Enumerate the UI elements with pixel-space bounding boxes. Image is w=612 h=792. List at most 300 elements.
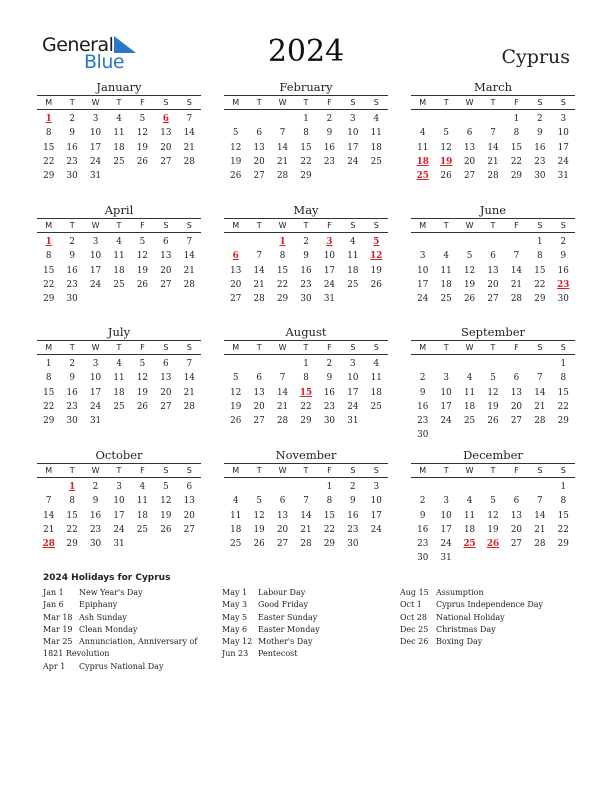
day: 2 (350, 482, 356, 492)
day: 9 (537, 128, 543, 139)
day: 15 (510, 142, 523, 153)
day: 29 (557, 539, 569, 550)
weekday-label: F (140, 466, 145, 475)
day: 8 (560, 496, 567, 507)
day: 26 (253, 539, 265, 550)
day-empty (505, 235, 528, 249)
weekday-header (37, 218, 201, 233)
weekday-label: S (350, 343, 356, 352)
day: 27 (230, 294, 242, 305)
weekday-label: T (256, 221, 262, 230)
weekday-label: T (116, 221, 122, 230)
month-name: February (279, 80, 333, 94)
day: 13 (253, 142, 265, 153)
day: 3 (373, 482, 380, 492)
holidays-title: 2024 Holidays for Cyprus (43, 573, 171, 583)
day: 23 (66, 156, 78, 167)
day: 13 (160, 251, 172, 262)
day: 26 (463, 294, 476, 305)
day: 12 (230, 142, 242, 153)
weekday-label: T (116, 343, 122, 352)
holiday-day: 28 (42, 539, 55, 550)
day: 11 (417, 142, 429, 153)
day: 29 (534, 294, 546, 305)
weekday-label: S (373, 343, 379, 352)
holiday-row (400, 636, 543, 648)
day: 18 (136, 510, 149, 521)
weekday-label: M (45, 343, 53, 352)
month-april (37, 203, 201, 306)
day: 6 (466, 128, 473, 139)
day: 12 (230, 387, 242, 398)
weekday-label: M (232, 98, 240, 107)
day: 16 (66, 265, 78, 276)
day: 27 (160, 401, 172, 412)
day: 2 (69, 114, 75, 124)
day: 1 (537, 237, 543, 247)
day: 10 (347, 128, 359, 139)
day: 28 (276, 171, 289, 182)
day: 27 (487, 294, 499, 305)
month-february (224, 80, 388, 183)
day: 22 (534, 279, 546, 290)
month-june (411, 203, 575, 306)
day: 13 (183, 496, 195, 507)
weekday-label: T (490, 221, 496, 230)
weekday-label: S (350, 466, 356, 475)
holiday-date: May 12 (222, 637, 253, 647)
day: 25 (113, 156, 125, 167)
day: 29 (300, 171, 312, 182)
day: 29 (510, 171, 523, 182)
day: 3 (92, 114, 99, 124)
day: 6 (163, 359, 169, 369)
day: 18 (230, 524, 242, 535)
logo-text-general: General (42, 34, 114, 56)
day: 25 (370, 156, 382, 167)
month-name: January (96, 80, 142, 94)
day: 28 (487, 171, 499, 182)
day: 17 (89, 387, 102, 398)
month-march (411, 80, 575, 183)
day: 28 (183, 156, 195, 167)
day: 30 (347, 539, 359, 550)
day: 29 (276, 294, 289, 305)
day: 3 (92, 237, 99, 247)
day: 20 (510, 524, 523, 535)
logo-text-blue: Blue (84, 51, 125, 73)
day: 14 (300, 510, 312, 521)
day-grid (224, 357, 388, 428)
holiday-name: Easter Sunday (258, 612, 318, 622)
day: 30 (66, 294, 78, 305)
day: 17 (440, 524, 452, 535)
day: 4 (350, 237, 356, 247)
day: 10 (440, 387, 452, 398)
weekday-header (224, 340, 388, 355)
day: 29 (43, 171, 55, 182)
day: 4 (116, 237, 122, 247)
weekday-label: S (350, 221, 356, 230)
day: 27 (160, 156, 172, 167)
day: 8 (303, 128, 309, 139)
day: 15 (43, 265, 55, 276)
weekday-label: S (350, 98, 356, 107)
day: 21 (183, 265, 195, 276)
day: 16 (323, 142, 336, 153)
weekday-label: M (45, 466, 53, 475)
day: 24 (440, 416, 452, 427)
day: 29 (43, 416, 55, 427)
holiday-date: Jun 23 (222, 649, 249, 659)
day: 16 (300, 265, 312, 276)
day: 6 (186, 482, 193, 492)
weekday-label: M (419, 343, 427, 352)
day: 18 (440, 279, 452, 290)
day: 5 (466, 251, 473, 262)
weekday-label: T (303, 98, 309, 107)
day-empty (294, 480, 317, 494)
day: 19 (487, 401, 499, 412)
weekday-label: F (140, 343, 145, 352)
day: 5 (232, 373, 239, 384)
weekday-label: M (232, 343, 240, 352)
month-name: July (107, 325, 131, 339)
day: 11 (463, 387, 476, 398)
month-name: August (285, 325, 327, 339)
day: 19 (230, 156, 242, 167)
holiday-name: Ash Sunday (79, 612, 127, 622)
day: 31 (440, 553, 452, 564)
day: 17 (347, 142, 359, 153)
day: 26 (136, 279, 149, 290)
day: 21 (276, 156, 289, 167)
day: 2 (537, 114, 543, 124)
day: 13 (487, 265, 499, 276)
day: 11 (230, 510, 242, 521)
day: 11 (136, 496, 149, 507)
day: 17 (89, 265, 102, 276)
holiday-date: Mar 19 (43, 624, 73, 634)
holiday-row (43, 587, 197, 599)
day: 13 (276, 510, 289, 521)
day: 25 (136, 524, 149, 535)
holiday-row (222, 636, 320, 648)
weekday-label: W (278, 221, 287, 230)
day: 21 (534, 524, 546, 535)
day: 13 (253, 387, 265, 398)
day: 5 (490, 496, 496, 507)
day: 10 (89, 251, 102, 262)
day: 31 (557, 171, 569, 182)
day: 21 (534, 401, 546, 412)
day: 23 (323, 401, 336, 412)
weekday-label: W (278, 98, 287, 107)
day: 14 (534, 387, 546, 398)
day-grid (411, 480, 575, 566)
day: 23 (417, 539, 429, 550)
day: 3 (560, 114, 567, 124)
day: 2 (326, 114, 333, 124)
day: 26 (136, 401, 149, 412)
weekday-label: T (303, 343, 309, 352)
day-empty (224, 480, 247, 494)
day: 25 (347, 279, 359, 290)
weekday-label: F (327, 221, 332, 230)
day: 6 (256, 128, 262, 139)
day: 8 (279, 251, 286, 262)
day-empty (271, 357, 294, 371)
day: 12 (440, 142, 452, 153)
day: 23 (323, 156, 336, 167)
holiday-name: Clean Monday (79, 624, 138, 634)
weekday-label: T (256, 98, 262, 107)
day: 9 (326, 373, 333, 384)
day: 22 (276, 279, 289, 290)
day-grid (411, 357, 575, 443)
day-empty (247, 235, 270, 249)
day: 28 (510, 294, 523, 305)
day: 28 (300, 539, 312, 550)
weekday-header (37, 463, 201, 478)
holiday-day: 25 (463, 539, 476, 550)
day: 18 (113, 265, 125, 276)
day: 30 (417, 553, 429, 564)
day: 22 (300, 401, 312, 412)
day: 20 (160, 387, 172, 398)
day: 18 (463, 524, 476, 535)
day: 31 (113, 539, 125, 550)
day: 24 (557, 156, 569, 167)
day: 28 (253, 294, 265, 305)
day: 1 (560, 359, 567, 369)
day: 14 (253, 265, 265, 276)
day: 7 (303, 496, 309, 507)
month-name: September (460, 325, 526, 339)
day: 22 (43, 156, 55, 167)
day: 18 (113, 387, 125, 398)
day: 7 (186, 359, 193, 369)
weekday-label: F (327, 466, 332, 475)
day: 11 (440, 265, 452, 276)
weekday-label: M (45, 221, 53, 230)
day: 27 (276, 539, 289, 550)
weekday-label: W (465, 221, 474, 230)
weekday-label: S (560, 466, 566, 475)
holiday-name: Good Friday (258, 600, 309, 610)
holiday-name: Cyprus Independence Day (436, 600, 544, 610)
day: 1 (513, 114, 520, 124)
weekday-label: S (163, 98, 169, 107)
day: 24 (89, 279, 102, 290)
day: 2 (419, 496, 426, 507)
day: 2 (419, 373, 426, 384)
day: 12 (136, 251, 149, 262)
day: 16 (557, 265, 569, 276)
day: 24 (370, 524, 382, 535)
day: 4 (443, 251, 449, 262)
month-january (37, 80, 201, 183)
day-grid (37, 357, 201, 428)
holiday-row (222, 624, 320, 636)
day: 9 (69, 373, 75, 384)
holiday-name: Easter Monday (258, 624, 320, 634)
day: 21 (276, 401, 289, 412)
day: 9 (92, 496, 99, 507)
day: 15 (300, 142, 312, 153)
weekday-label: T (69, 98, 75, 107)
day: 22 (323, 524, 336, 535)
day: 26 (136, 156, 149, 167)
day: 8 (45, 373, 52, 384)
day: 16 (89, 510, 102, 521)
day: 19 (370, 265, 382, 276)
day: 8 (45, 128, 52, 139)
holiday-row (43, 661, 197, 673)
weekday-label: T (303, 466, 309, 475)
weekday-label: S (537, 98, 543, 107)
day: 20 (253, 156, 265, 167)
day-grid (411, 235, 575, 306)
weekday-label: T (490, 98, 496, 107)
weekday-label: W (278, 466, 287, 475)
day: 9 (326, 128, 333, 139)
month-august (224, 325, 388, 428)
day: 18 (347, 265, 359, 276)
holiday-row (222, 648, 320, 660)
day-empty (434, 112, 457, 126)
day: 10 (323, 251, 336, 262)
day: 15 (43, 387, 55, 398)
holiday-date: May 5 (222, 612, 248, 622)
day-empty (271, 112, 294, 126)
day: 10 (370, 496, 382, 507)
day: 14 (183, 128, 195, 139)
day: 29 (43, 294, 55, 305)
day: 18 (113, 142, 125, 153)
weekday-header (37, 95, 201, 110)
day: 5 (139, 114, 146, 124)
day-empty (224, 235, 247, 249)
day: 25 (370, 401, 382, 412)
day: 22 (43, 401, 55, 412)
day: 16 (66, 387, 78, 398)
holiday-date: Mar 25 (43, 637, 73, 647)
day: 5 (163, 482, 169, 492)
day: 13 (463, 142, 476, 153)
holiday-name: Annunciation, Anniversary of (79, 637, 198, 647)
day: 6 (513, 373, 520, 384)
weekday-label: S (163, 221, 169, 230)
holiday-date: Jan 1 (43, 588, 64, 597)
day: 3 (350, 359, 356, 369)
day: 26 (487, 416, 499, 427)
weekday-header (224, 218, 388, 233)
weekday-label: T (490, 466, 496, 475)
day: 12 (160, 496, 172, 507)
day: 24 (113, 524, 125, 535)
day: 5 (139, 237, 146, 247)
weekday-label: T (443, 221, 449, 230)
day: 21 (487, 156, 499, 167)
day: 29 (300, 416, 312, 427)
day: 15 (557, 387, 569, 398)
holiday-row (400, 587, 543, 599)
day: 17 (347, 387, 359, 398)
holiday-day: 1 (279, 237, 286, 247)
day-empty (481, 112, 504, 126)
day: 24 (347, 156, 359, 167)
day: 11 (370, 128, 382, 139)
day: 22 (557, 524, 569, 535)
weekday-label: M (232, 221, 240, 230)
day: 29 (323, 539, 336, 550)
day: 13 (510, 387, 523, 398)
day: 23 (417, 416, 429, 427)
day-empty (528, 480, 551, 494)
day: 7 (45, 496, 52, 507)
day-empty (411, 112, 434, 126)
day: 19 (230, 401, 242, 412)
day: 4 (232, 496, 239, 507)
weekday-label: T (256, 466, 262, 475)
day: 24 (89, 156, 102, 167)
holiday-row (43, 624, 197, 636)
day: 22 (300, 156, 312, 167)
holiday-day: 18 (416, 156, 429, 167)
day: 30 (66, 416, 78, 427)
holiday-row (222, 587, 320, 599)
month-name: October (95, 448, 143, 462)
day: 20 (160, 265, 172, 276)
day: 7 (186, 237, 193, 247)
day: 5 (139, 359, 146, 369)
day: 18 (370, 387, 382, 398)
day: 10 (89, 373, 102, 384)
day: 7 (490, 128, 496, 139)
day: 7 (279, 128, 286, 139)
day: 17 (417, 279, 429, 290)
day: 16 (347, 510, 359, 521)
day: 27 (253, 416, 265, 427)
weekday-label: T (443, 466, 449, 475)
month-october (37, 448, 201, 551)
day: 8 (326, 496, 333, 507)
day: 7 (279, 373, 286, 384)
day: 2 (69, 359, 75, 369)
day: 21 (300, 524, 312, 535)
day: 22 (66, 524, 78, 535)
weekday-label: S (373, 466, 379, 475)
day: 3 (443, 496, 449, 507)
day: 29 (66, 539, 78, 550)
day-grid (411, 112, 575, 183)
day: 25 (463, 416, 476, 427)
day: 16 (66, 142, 78, 153)
day: 8 (560, 373, 567, 384)
weekday-label: F (514, 221, 519, 230)
day: 15 (534, 265, 546, 276)
day: 7 (186, 114, 193, 124)
day: 30 (323, 416, 336, 427)
day-empty (247, 357, 270, 371)
holiday-row (222, 599, 320, 611)
day: 15 (43, 142, 55, 153)
day: 9 (560, 251, 567, 262)
day: 19 (253, 524, 265, 535)
day: 24 (89, 401, 102, 412)
day: 24 (323, 279, 336, 290)
